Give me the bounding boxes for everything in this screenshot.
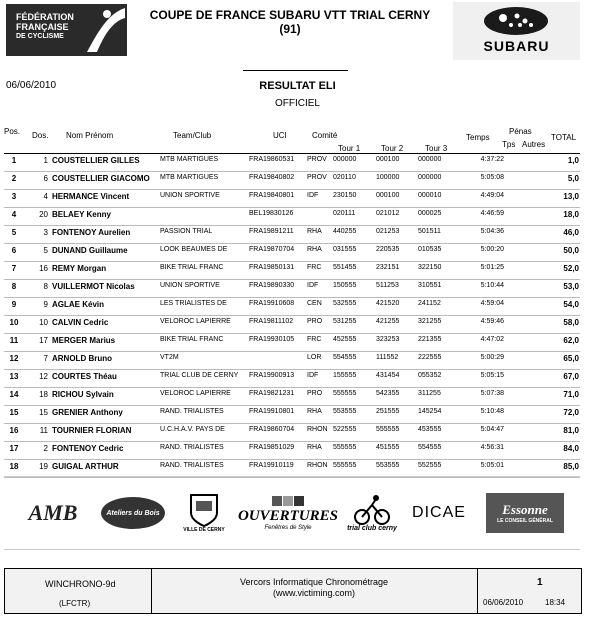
footer-website: (www.victiming.com) — [272, 588, 355, 598]
footer — [4, 568, 582, 614]
header-tour1: Tour 1 — [338, 144, 361, 153]
row-bib: 1 — [43, 156, 48, 165]
row-position: 1 — [11, 156, 17, 165]
row-uci: FRA19860704 — [249, 426, 295, 433]
row-time: 5:10:44 — [480, 282, 504, 289]
row-name: COUSTELLIER GILLES — [52, 156, 140, 165]
row-time: 5:07:38 — [480, 390, 504, 397]
row-tour3: 554555 — [418, 444, 442, 451]
header-tour2: Tour 2 — [381, 144, 404, 153]
footer-code: (LFCTR) — [59, 599, 91, 608]
essonne-logo-subtext: LE CONSEIL GÉNÉRAL — [497, 518, 553, 524]
row-name: AGLAE Kévin — [52, 300, 105, 309]
row-team: LES TRIALISTES DE — [160, 300, 227, 307]
row-tour3: 552555 — [418, 462, 442, 469]
row-comite: PROV — [307, 156, 327, 163]
row-tour1: 531255 — [333, 318, 357, 325]
row-tour2: 251555 — [376, 408, 400, 415]
row-bib: 8 — [43, 282, 48, 291]
row-tour3: 000000 — [418, 174, 442, 181]
row-total: 67,0 — [563, 372, 579, 381]
row-name: HERMANCE Vincent — [52, 192, 130, 201]
result-title: RESULTAT ELI — [259, 80, 336, 92]
row-tour1: 532555 — [333, 300, 357, 307]
row-tour2: 421520 — [376, 300, 400, 307]
row-bib: 9 — [43, 300, 48, 309]
essonne-logo — [484, 477, 566, 549]
row-uci: FRA19840801 — [249, 192, 295, 199]
row-team: LOOK BEAUMES DE — [160, 246, 228, 253]
table-row — [4, 442, 580, 460]
header-team: Team/Club — [173, 131, 212, 140]
row-name: REMY Morgan — [52, 264, 107, 273]
row-tour1: 555555 — [333, 444, 357, 451]
table-row — [4, 352, 580, 370]
row-name: VUILLERMOT Nicolas — [52, 282, 135, 291]
row-uci: FRA19910119 — [249, 462, 294, 469]
row-tour1: 155555 — [333, 372, 357, 379]
row-team: RAND. TRIALISTES — [160, 462, 224, 469]
row-comite: PROV — [307, 174, 327, 181]
cerny-logo-text: VILLE DE CERNY — [183, 527, 225, 533]
footer-software: WINCHRONO-9d — [45, 579, 116, 589]
row-time: 4:59:04 — [480, 300, 504, 307]
row-tour3: 453555 — [418, 426, 442, 433]
row-comite: FRC — [307, 264, 322, 271]
row-time: 5:05:01 — [480, 462, 504, 469]
header-penas: Pénas — [509, 127, 532, 136]
row-team: PASSION TRIAL — [160, 228, 213, 235]
row-bib: 20 — [39, 210, 48, 219]
table-row — [4, 298, 580, 316]
row-uci: FRA19821231 — [249, 390, 295, 397]
row-position: 12 — [9, 354, 19, 363]
row-tour3: 000010 — [418, 192, 442, 199]
table-row — [4, 208, 580, 226]
ffc-logo-line3: DE CYCLISME — [16, 33, 64, 40]
row-name: BELAEY Kenny — [52, 210, 111, 219]
row-position: 7 — [11, 264, 17, 273]
row-comite: PRO — [307, 318, 323, 325]
row-uci: FRA19930105 — [249, 336, 295, 343]
row-bib: 11 — [39, 426, 48, 435]
header-dos: Dos. — [32, 131, 49, 140]
row-time: 4:56:31 — [480, 444, 504, 451]
cerny-logo — [176, 477, 232, 549]
row-comite: FRC — [307, 336, 322, 343]
ouvertures-logo-subtext: Fenêtres de Style — [264, 524, 312, 531]
row-team: VT2M — [160, 354, 179, 361]
row-uci: FRA19910608 — [249, 300, 295, 307]
row-position: 18 — [9, 462, 19, 471]
row-uci: FRA19811102 — [249, 318, 294, 325]
row-total: 46,0 — [563, 228, 579, 237]
dicae-logo: DICAE — [412, 504, 466, 521]
row-bib: 3 — [43, 228, 48, 237]
row-uci: FRA19860531 — [249, 156, 295, 163]
row-bib: 19 — [39, 462, 48, 471]
table-row — [4, 406, 580, 424]
row-position: 15 — [9, 408, 19, 417]
row-tour3: 310551 — [418, 282, 442, 289]
row-tour3: 311255 — [418, 390, 441, 397]
row-tour1: 020111 — [333, 210, 356, 217]
row-total: 18,0 — [563, 210, 579, 219]
trial-club-logo-text: trial club cerny — [347, 524, 397, 532]
ffc-logo-line2: FRANÇAISE — [16, 22, 69, 32]
row-total: 52,0 — [563, 264, 579, 273]
trial-bike-icon — [352, 495, 392, 525]
essonne-logo-text: Essonne — [502, 502, 548, 517]
row-comite: RHON — [307, 426, 328, 433]
row-position: 11 — [9, 336, 19, 345]
row-bib: 4 — [43, 192, 48, 201]
row-uci: FRA19891211 — [249, 228, 294, 235]
row-team: UNION SPORTIVE — [160, 282, 220, 289]
footer-company: Vercors Informatique Chronométrage — [239, 577, 389, 587]
row-position: 5 — [11, 228, 17, 237]
row-tour1: 452555 — [333, 336, 357, 343]
row-tour2: 421255 — [376, 318, 400, 325]
trial-club-logo — [342, 477, 402, 549]
row-time: 4:49:04 — [480, 192, 504, 199]
row-bib: 5 — [43, 246, 48, 255]
row-name: MERGER Marius — [52, 336, 116, 345]
row-comite: RHA — [307, 408, 322, 415]
row-time: 5:00:20 — [480, 246, 504, 253]
row-comite: RHA — [307, 228, 322, 235]
table-row — [4, 334, 580, 352]
report-date: 06/06/2010 — [6, 80, 57, 91]
row-bib: 7 — [43, 354, 48, 363]
row-name: FONTENOY Cedric — [52, 444, 124, 453]
table-row — [4, 388, 580, 406]
footer-time: 18:34 — [545, 598, 566, 607]
header-tour3: Tour 3 — [425, 144, 448, 153]
row-tour2: 021253 — [376, 228, 400, 235]
row-position: 10 — [9, 318, 19, 327]
row-name: COUSTELLIER GIACOMO — [52, 174, 150, 183]
row-tour1: 555555 — [333, 462, 357, 469]
row-uci: FRA19900913 — [249, 372, 295, 379]
header-tps: Tps — [502, 140, 516, 149]
row-tour2: 111552 — [376, 354, 399, 361]
row-team: U.C.H.A.V. PAYS DE — [160, 426, 225, 433]
row-total: 1,0 — [567, 156, 579, 165]
row-tour3: 222555 — [418, 354, 442, 361]
footer-page-number: 1 — [537, 577, 543, 588]
row-team: MTB MARTIGUES — [160, 174, 219, 181]
table-row — [4, 370, 580, 388]
cerny-crest-icon — [187, 493, 221, 527]
ouvertures-squares-icon — [272, 496, 304, 506]
row-comite: IDF — [307, 192, 319, 199]
row-position: 9 — [11, 300, 17, 309]
row-name: GUIGAL ARTHUR — [52, 462, 119, 471]
title-divider — [243, 70, 348, 71]
row-bib: 12 — [39, 372, 48, 381]
footer-date: 06/06/2010 — [483, 598, 524, 607]
footer-software-cell — [5, 569, 152, 613]
header-pos: Pos. — [4, 127, 21, 136]
header-uci: UCI — [273, 131, 287, 140]
row-tour1: 230150 — [333, 192, 357, 199]
row-tour2: 000100 — [376, 192, 400, 199]
row-time: 5:04:36 — [480, 228, 504, 235]
row-bib: 16 — [39, 264, 48, 273]
row-position: 16 — [9, 426, 19, 435]
row-uci: FRA19850131 — [249, 264, 295, 271]
row-team: RAND. TRIALISTES — [160, 408, 224, 415]
row-uci: FRA19870704 — [249, 246, 295, 253]
row-position: 6 — [11, 246, 17, 255]
event-title: COUPE DE FRANCE SUBARU VTT TRIAL CERNY — [149, 8, 431, 22]
row-tour3: 241152 — [418, 300, 441, 307]
row-tour2: 511253 — [376, 282, 399, 289]
row-tour1: 440255 — [333, 228, 357, 235]
row-bib: 10 — [39, 318, 48, 327]
row-tour1: 000000 — [333, 156, 357, 163]
ouvertures-logo — [237, 477, 339, 549]
ffc-logo — [6, 4, 127, 56]
row-time: 5:05:15 — [480, 372, 504, 379]
row-tour2: 542355 — [376, 390, 400, 397]
row-total: 13,0 — [563, 192, 579, 201]
row-position: 8 — [11, 282, 17, 291]
row-team: BIKE TRIAL FRANC — [160, 336, 224, 343]
row-comite: RHON — [307, 462, 328, 469]
row-team: MTB MARTIGUES — [160, 156, 219, 163]
table-row — [4, 172, 580, 190]
row-time: 4:37:22 — [480, 156, 504, 163]
row-name: GRENIER Anthony — [52, 408, 123, 417]
row-name: COURTES Théau — [52, 372, 117, 381]
row-time: 5:05:08 — [480, 174, 504, 181]
row-total: 53,0 — [563, 282, 579, 291]
row-tour2: 323253 — [376, 336, 400, 343]
row-tour3: 000000 — [418, 156, 442, 163]
table-row — [4, 244, 580, 262]
row-position: 14 — [9, 390, 19, 399]
row-team: UNION SPORTIVE — [160, 192, 220, 199]
table-row — [4, 190, 580, 208]
table-row — [4, 280, 580, 298]
header-temps: Temps — [466, 133, 490, 142]
row-total: 71,0 — [563, 390, 579, 399]
row-position: 4 — [11, 210, 17, 219]
row-name: TOURNIER FLORIAN — [52, 426, 132, 435]
row-team: VELOROC LAPIERRE — [160, 390, 231, 397]
row-comite: IDF — [307, 372, 319, 379]
row-tour1: 031555 — [333, 246, 357, 253]
row-time: 5:01:25 — [480, 264, 504, 271]
row-bib: 15 — [39, 408, 48, 417]
table-row — [4, 316, 580, 334]
row-name: ARNOLD Bruno — [52, 354, 112, 363]
row-tour1: 150555 — [333, 282, 357, 289]
header-autres: Autres — [522, 140, 546, 149]
subaru-logo — [453, 2, 580, 60]
header-comite: Comité — [312, 131, 338, 140]
row-tour2: 553555 — [376, 462, 400, 469]
row-tour2: 431454 — [376, 372, 400, 379]
row-name: CALVIN Cedric — [52, 318, 109, 327]
row-comite: IDF — [307, 282, 319, 289]
row-tour2: 100000 — [376, 174, 400, 181]
row-uci: FRA19840802 — [249, 174, 295, 181]
row-team: VELOROC LAPIERRE — [160, 318, 231, 325]
row-time: 5:10:48 — [480, 408, 504, 415]
row-tour3: 000025 — [418, 210, 442, 217]
cyclist-icon — [77, 4, 127, 56]
event-subtitle: (91) — [279, 22, 301, 36]
table-row — [4, 424, 580, 442]
row-time: 5:00:29 — [480, 354, 504, 361]
row-total: 85,0 — [563, 462, 579, 471]
row-position: 17 — [9, 444, 19, 453]
row-tour2: 232151 — [376, 264, 400, 271]
ffc-logo-line1: FÉDÉRATION — [16, 12, 74, 22]
row-total: 62,0 — [563, 336, 579, 345]
ouvertures-logo-text: OUVERTURES — [237, 507, 339, 524]
row-team: BIKE TRIAL FRANC — [160, 264, 224, 271]
ateliers-logo-text: Ateliers du Bois — [101, 497, 165, 529]
row-tour3: 010535 — [418, 246, 442, 253]
row-comite: LOR — [307, 354, 322, 361]
row-tour2: 220535 — [376, 246, 400, 253]
sponsor-banner — [4, 476, 580, 550]
ateliers-logo — [98, 477, 168, 549]
row-uci: FRA19890330 — [249, 282, 295, 289]
row-tour2: 021012 — [376, 210, 400, 217]
row-comite: PRO — [307, 390, 323, 397]
row-total: 72,0 — [563, 408, 579, 417]
row-total: 58,0 — [563, 318, 579, 327]
row-tour3: 145254 — [418, 408, 442, 415]
row-total: 5,0 — [567, 174, 579, 183]
row-tour2: 555555 — [376, 426, 400, 433]
row-total: 54,0 — [563, 300, 579, 309]
row-tour1: 555555 — [333, 390, 357, 397]
row-uci: FRA19851029 — [249, 444, 295, 451]
table-row — [4, 226, 580, 244]
row-tour1: 522555 — [333, 426, 357, 433]
row-time: 5:04:47 — [480, 426, 504, 433]
header-total: TOTAL — [551, 133, 577, 142]
row-tour2: 000100 — [376, 156, 400, 163]
row-name: RICHOU Sylvain — [52, 390, 114, 399]
row-tour1: 553555 — [333, 408, 357, 415]
row-position: 3 — [11, 192, 17, 201]
row-tour1: 020110 — [333, 174, 356, 181]
row-tour1: 554555 — [333, 354, 357, 361]
row-total: 84,0 — [563, 444, 579, 453]
row-uci: BEL19830126 — [249, 210, 294, 217]
row-bib: 17 — [39, 336, 48, 345]
table-row — [4, 262, 580, 280]
row-bib: 18 — [39, 390, 48, 399]
row-position: 2 — [11, 174, 17, 183]
row-time: 4:46:59 — [480, 210, 504, 217]
row-uci: FRA19910801 — [249, 408, 295, 415]
row-team: TRIAL CLUB DE CERNY — [160, 372, 239, 379]
footer-company-cell — [151, 569, 478, 613]
row-total: 81,0 — [563, 426, 579, 435]
row-tour3: 322150 — [418, 264, 442, 271]
row-comite: RHA — [307, 246, 322, 253]
row-name: DUNAND Guillaume — [52, 246, 128, 255]
row-tour1: 551455 — [333, 264, 357, 271]
row-time: 4:47:02 — [480, 336, 504, 343]
amb-logo: AMB — [28, 500, 78, 525]
subaru-stars-icon — [483, 6, 549, 36]
subaru-logo-text: SUBARU — [483, 38, 550, 54]
row-comite: CEN — [307, 300, 322, 307]
row-total: 65,0 — [563, 354, 579, 363]
row-tour3: 055352 — [418, 372, 442, 379]
row-tour3: 501511 — [418, 228, 441, 235]
row-comite: RHA — [307, 444, 322, 451]
row-team: RAND. TRIALISTES — [160, 444, 224, 451]
row-tour2: 451555 — [376, 444, 400, 451]
row-position: 13 — [9, 372, 19, 381]
row-total: 50,0 — [563, 246, 579, 255]
row-bib: 2 — [43, 444, 48, 453]
footer-page-cell — [477, 569, 581, 613]
row-name: FONTENOY Aurelien — [52, 228, 131, 237]
header-name: Nom Prénom — [66, 131, 114, 140]
row-tour3: 321255 — [418, 318, 442, 325]
row-time: 4:59:46 — [480, 318, 504, 325]
row-tour3: 221355 — [418, 336, 442, 343]
table-row — [4, 154, 580, 172]
result-status: OFFICIEL — [274, 98, 320, 109]
row-bib: 6 — [43, 174, 48, 183]
